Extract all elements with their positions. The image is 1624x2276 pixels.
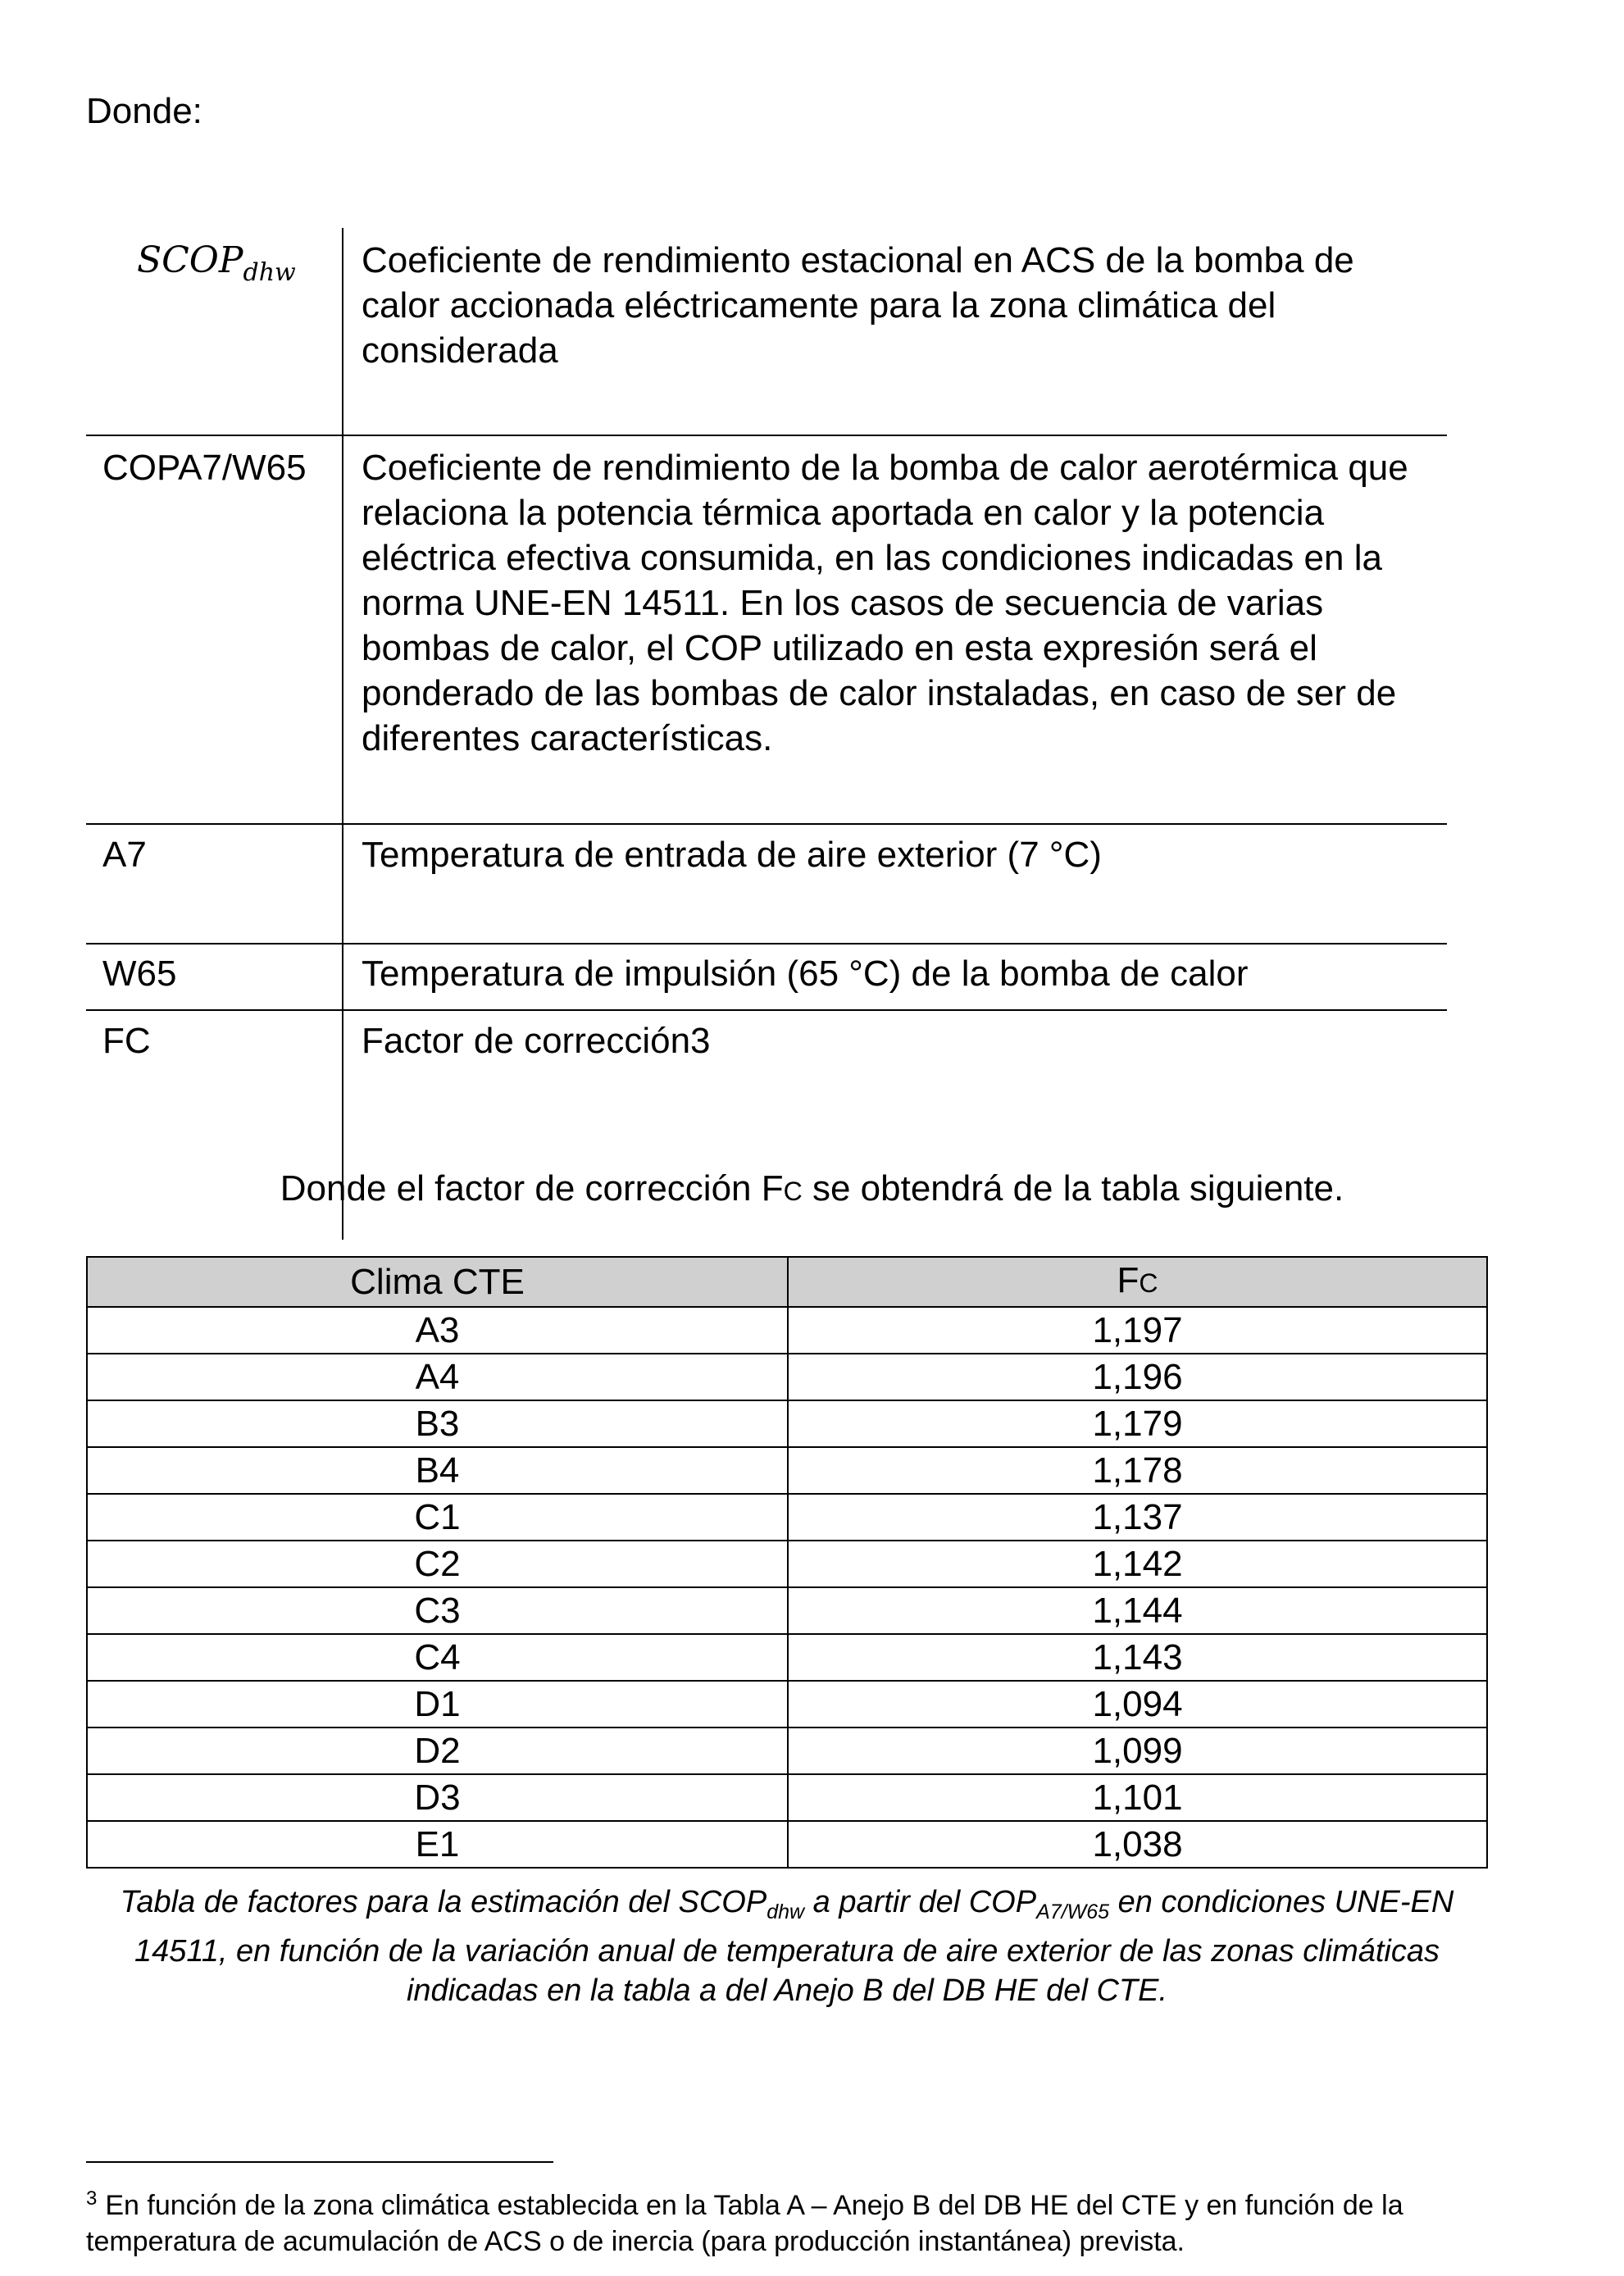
fc-cell: 1,101 — [788, 1774, 1487, 1821]
table-row — [87, 1681, 1487, 1727]
definition-description: Coeficiente de rendimiento estacional en ACS de la bomba de calor accionada eléctricamente para la zona climática del considerada — [362, 240, 1354, 371]
clima-cell: C1 — [87, 1494, 788, 1541]
column-divider — [342, 228, 343, 436]
table-row — [87, 1494, 1487, 1541]
definition-term: COPA7/W65 — [102, 448, 307, 488]
clima-cell: D2 — [87, 1727, 788, 1774]
table-header-row — [87, 1257, 1487, 1307]
correction-factor-table — [86, 1256, 1488, 1869]
fc-cell: 1,142 — [788, 1541, 1487, 1587]
row-divider — [86, 943, 1447, 945]
footnote-separator — [86, 2161, 553, 2163]
definition-term: W65 — [102, 954, 177, 994]
fc-cell: 1,178 — [788, 1447, 1487, 1494]
clima-cell: E1 — [87, 1821, 788, 1868]
table-row — [87, 1307, 1487, 1354]
fc-cell: 1,196 — [788, 1354, 1487, 1400]
footnote — [86, 2181, 1500, 2260]
table-row — [87, 1774, 1487, 1821]
table-row — [87, 1821, 1487, 1868]
definition-description: Temperatura de entrada de aire exterior (7 °C) — [362, 835, 1102, 875]
definition-term: $SCOP_{dhw}$ — [137, 239, 296, 287]
table-row — [87, 1727, 1487, 1774]
definition-term: A7 — [102, 835, 147, 875]
definition-description: Factor de corrección3 — [362, 1021, 711, 1061]
fc-cell: 1,099 — [788, 1727, 1487, 1774]
table-row — [87, 1587, 1487, 1634]
row-divider — [86, 1009, 1447, 1011]
clima-cell: A3 — [87, 1307, 788, 1354]
column-divider — [342, 436, 343, 1240]
clima-cell: A4 — [87, 1354, 788, 1400]
definition-description: Coeficiente de rendimiento de la bomba de calor aerotérmica que relaciona la potencia térmica aportada en calor y la potencia eléctrica efectiva consumida, en las condiciones indicadas en la norma UNE-EN 14511. En los casos de secuencia de varias bombas de calor, el COP utilizado en esta expresión será el ponderado de las bombas de calor instaladas, en caso de ser de diferentes características. — [362, 448, 1408, 758]
header-fc: FC — [788, 1257, 1487, 1307]
table-caption: Tabla de factores para la estimación del $SCOP_{dhw}$ a partir del $COP_{A7/W65}$ en condiciones UNE-EN 14511, en función de la variación anual de temperatura de aire exterior de las zonas climáticas indicadas en la tabla a del Anejo B del DB HE del CTE. — [120, 1885, 1454, 2008]
fc-cell: 1,197 — [788, 1307, 1487, 1354]
table-row — [87, 1634, 1487, 1681]
fc-cell: 1,144 — [788, 1587, 1487, 1634]
footnote-text: En función de la zona climática establecida en la Tabla A – Anejo B del DB HE del CTE y en función de la temperatura de acumulación de ACS o de inercia (para producción instantánea) prevista. — [86, 2190, 1403, 2257]
table-row — [87, 1354, 1487, 1400]
footnote-number: 3 — [86, 2187, 98, 2210]
table-row — [87, 1541, 1487, 1587]
fc-cell: 1,038 — [788, 1821, 1487, 1868]
table-row — [87, 1447, 1487, 1494]
clima-cell: C2 — [87, 1541, 788, 1587]
fc-cell: 1,179 — [788, 1400, 1487, 1447]
clima-cell: D3 — [87, 1774, 788, 1821]
table-intro: Donde el factor de corrección FC se obtendrá de la tabla siguiente. — [280, 1168, 1344, 1209]
clima-cell: B4 — [87, 1447, 788, 1494]
fc-cell: 1,143 — [788, 1634, 1487, 1681]
table-row — [87, 1400, 1487, 1447]
clima-cell: B3 — [87, 1400, 788, 1447]
header-clima: Clima CTE — [87, 1257, 788, 1307]
intro-label: Donde: — [86, 91, 202, 131]
clima-cell: D1 — [87, 1681, 788, 1727]
row-divider — [86, 823, 1447, 825]
fc-cell: 1,137 — [788, 1494, 1487, 1541]
clima-cell: C4 — [87, 1634, 788, 1681]
fc-cell: 1,094 — [788, 1681, 1487, 1727]
clima-cell: C3 — [87, 1587, 788, 1634]
row-divider — [86, 435, 1447, 436]
definition-term: FC — [102, 1021, 151, 1061]
definition-description: Temperatura de impulsión (65 °C) de la bomba de calor — [362, 954, 1249, 994]
